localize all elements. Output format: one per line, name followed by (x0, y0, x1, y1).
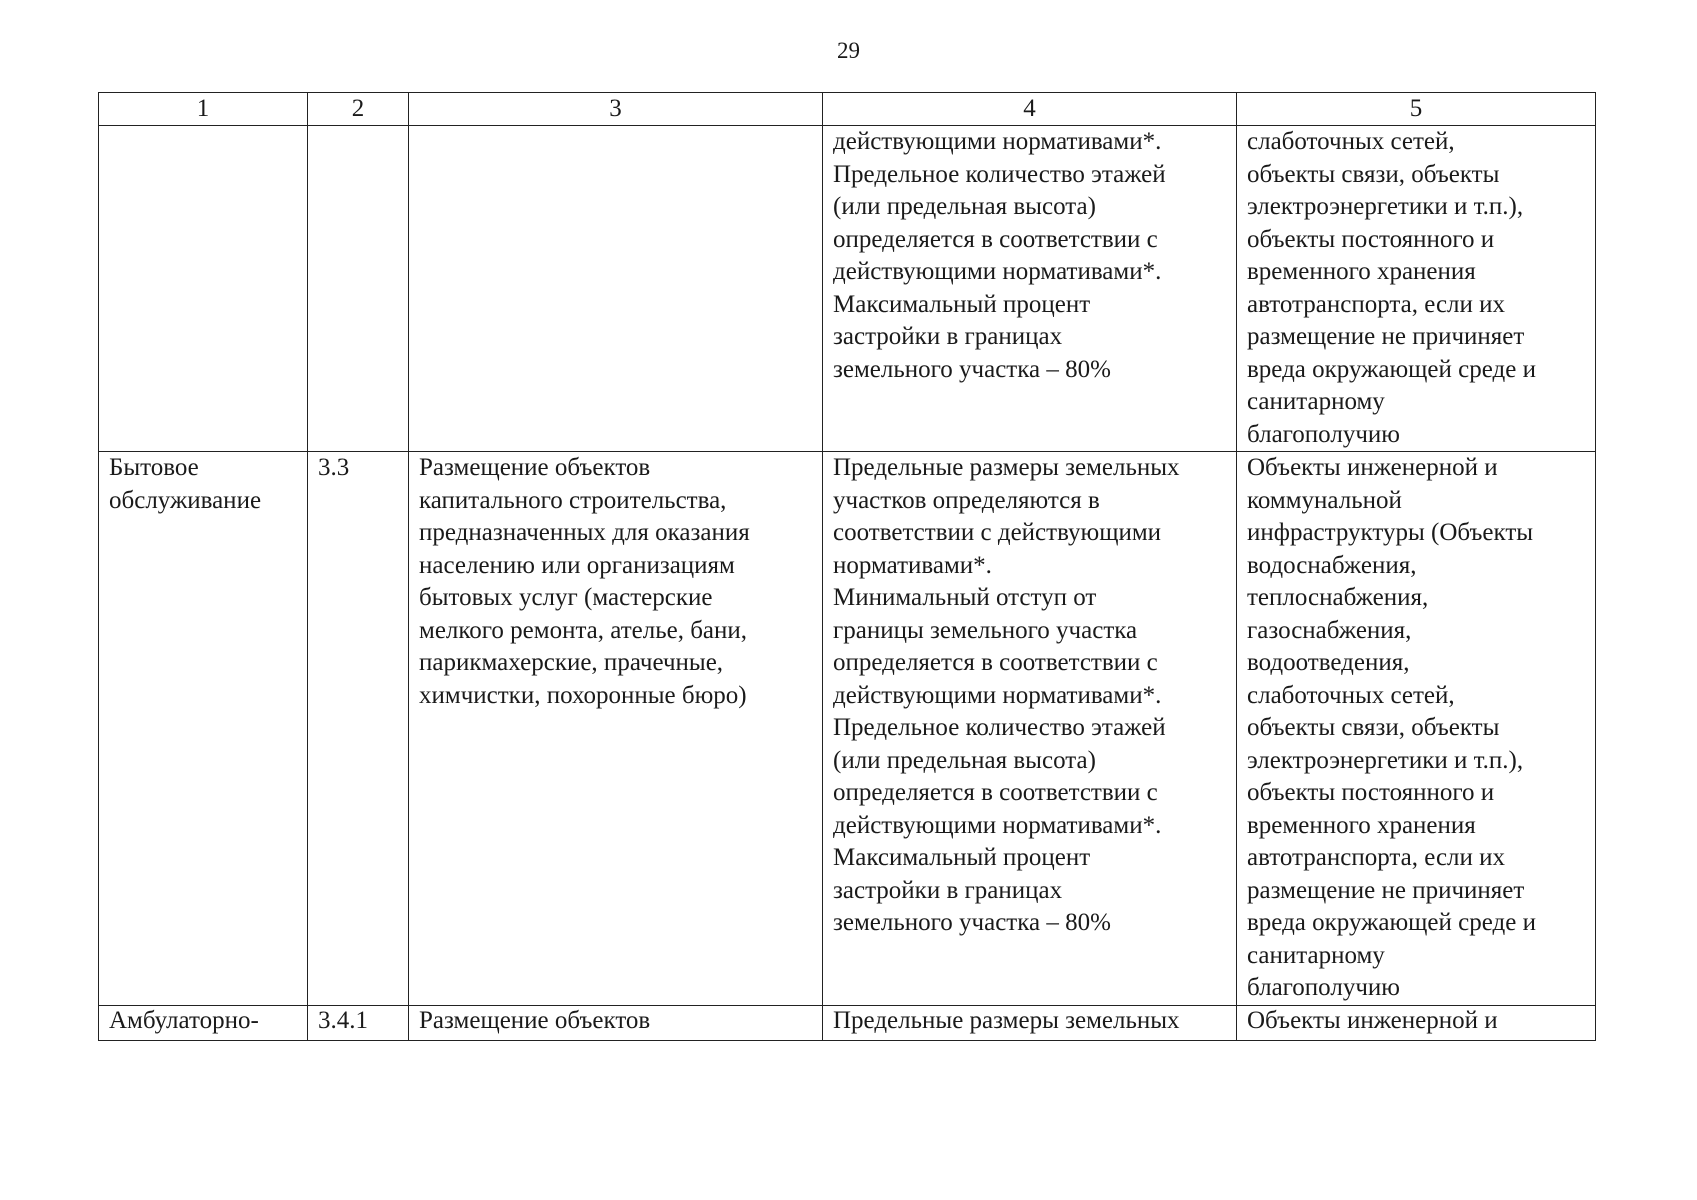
auxiliary-cell (1237, 1005, 1596, 1040)
code-cell (308, 126, 409, 452)
description-cell (409, 126, 823, 452)
description-cell (409, 1005, 823, 1040)
land-use-auxiliary: Объекты инженерной и (1247, 1006, 1498, 1034)
land-use-code: 3.4.1 (318, 1006, 368, 1034)
land-use-name-cell (99, 126, 308, 452)
table-row (99, 126, 1596, 452)
land-use-code: 3.3 (318, 454, 350, 481)
land-use-name: Амбулаторно- (109, 1006, 259, 1034)
header-col-5: 5 (1237, 93, 1596, 126)
header-col-4: 4 (823, 93, 1237, 126)
header-col-1: 1 (99, 93, 308, 126)
land-use-description: Размещение объектов (419, 1006, 651, 1034)
land-use-auxiliary: слаботочных сетей, объекты связи, объекты электроэнергетики и т.п.), объекты постоянного и временного хранения автотранспорта, если их размещение не причиняет вреда окружающей среде и санитарному благополучию (1247, 128, 1536, 448)
auxiliary-cell (1237, 126, 1596, 452)
page-number: 29 (837, 38, 860, 63)
header-row (99, 93, 1596, 126)
table-row (99, 1005, 1596, 1040)
code-cell (308, 452, 409, 1006)
description-cell (409, 452, 823, 1006)
land-use-description: Размещение объектов капитального строительства, предназначенных для оказания населению или организациям бытовых услуг (мастерские мелкого ремонта, ателье, бани, парикмахерские, прачечные, химчистки, похоронные бюро) (419, 454, 750, 709)
parameters-cell (823, 126, 1237, 452)
land-use-name: Бытовое обслуживание (109, 454, 262, 514)
land-use-parameters: Предельные размеры земельных участков определяются в соответствии с действующими нормативами*. Минимальный отступ от границы земельного участка определяется в соответствии с действующими нормативами*. Предельное количество этажей (или предельная высота) определяется в соответствии с действующими нормативами*. Максимальный процент застройки в границах земельного участка – 80% (833, 454, 1180, 936)
table-row (99, 452, 1596, 1006)
land-use-auxiliary: Объекты инженерной и коммунальной инфраструктуры (Объекты водоснабжения, теплоснабжения, газоснабжения, водоотведения, слаботочных сетей, объекты связи, объекты электроэнергетики и т.п.), объекты постоянного и временного хранения автотранспорта, если их размещение не причиняет вреда окружающей среде и санитарному благополучию (1247, 454, 1536, 1001)
parameters-cell (823, 452, 1237, 1006)
parameters-cell (823, 1005, 1237, 1040)
land-use-parameters: Предельные размеры земельных (833, 1006, 1180, 1034)
land-use-name-cell (99, 1005, 308, 1040)
header-col-3: 3 (409, 93, 823, 126)
land-use-parameters: действующими нормативами*. Предельное количество этажей (или предельная высота) определяется в соответствии с действующими нормативами*. Максимальный процент застройки в границах земельного участка – 80% (833, 128, 1166, 383)
auxiliary-cell (1237, 452, 1596, 1006)
land-use-table (98, 92, 1596, 1041)
code-cell (308, 1005, 409, 1040)
header-col-2: 2 (308, 93, 409, 126)
land-use-name-cell (99, 452, 308, 1006)
